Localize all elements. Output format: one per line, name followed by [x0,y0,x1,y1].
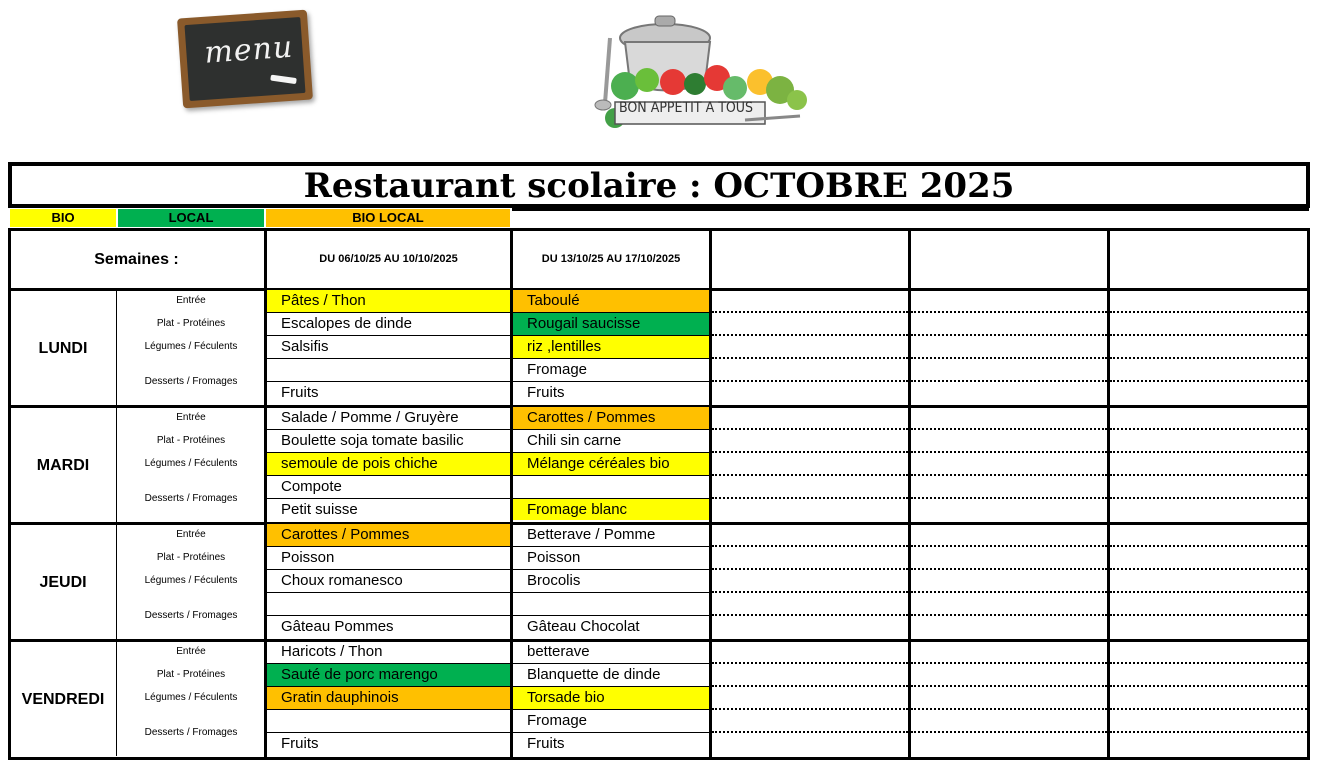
week-header [911,231,1107,288]
empty-row-rule [1110,428,1310,430]
dish-cell: Torsade bio [513,687,709,709]
row-label: Légumes / Féculents [144,692,238,703]
dish-cell: Gâteau Pommes [281,618,394,635]
empty-row-rule [1110,451,1310,453]
empty-row-rule [712,731,908,733]
dish-cell: Haricots / Thon [281,643,383,660]
empty-row-rule [911,357,1107,359]
empty-row-rule [712,311,908,313]
empty-row-rule [1110,497,1310,499]
empty-row-rule [1110,568,1310,570]
dish-cell [267,710,510,732]
dish-cell: riz ,lentilles [513,336,709,358]
row-label: Plat - Protéines [156,318,226,329]
dish-cell: Blanquette de dinde [527,666,661,683]
page-title: Restaurant scolaire : OCTOBRE 2025 [8,162,1310,208]
dish-cell: Salsifis [281,338,329,355]
dish-cell: Brocolis [527,572,581,589]
dish-cell: betterave [527,643,590,660]
empty-row-rule [1110,334,1310,336]
menu-chalkboard-image [177,10,313,109]
dish-cell: Rougail saucisse [513,313,709,335]
dish-cell [267,359,510,381]
empty-row-rule [911,685,1107,687]
empty-row-rule [1110,685,1310,687]
empty-row-rule [1110,311,1310,313]
empty-row-rule [712,474,908,476]
empty-row-rule [911,451,1107,453]
day-column-divider [116,524,117,639]
day-name: LUNDI [38,340,88,357]
empty-row-rule [1110,614,1310,616]
dish-cell: Sauté de porc marengo [267,664,510,686]
column-divider [908,228,911,760]
semaines-label: Semaines : [94,251,179,268]
column-divider [1107,228,1110,760]
empty-row-rule [911,545,1107,547]
empty-row-rule [712,614,908,616]
empty-row-rule [911,380,1107,382]
day-name: JEUDI [39,574,87,591]
day-name: VENDREDI [21,691,105,708]
row-label: Desserts / Fromages [144,376,238,387]
week-header: DU 06/10/25 AU 10/10/2025 [319,253,458,265]
legend-rule [512,208,1309,211]
dish-cell: Fruits [281,384,319,401]
dish-cell [267,593,510,615]
dish-cell: Fromage [527,361,588,378]
legend-local-label: LOCAL [168,210,214,225]
empty-row-rule [712,451,908,453]
column-divider [709,228,712,760]
empty-row-rule [1110,545,1310,547]
dish-cell: Fruits [527,384,565,401]
empty-row-rule [1110,731,1310,733]
dish-cell: Gratin dauphinois [267,687,510,709]
dish-cell: Carottes / Pommes [267,524,510,546]
dish-cell: Poisson [281,549,335,566]
row-label: Plat - Protéines [156,669,226,680]
dish-cell: Gâteau Chocolat [527,618,640,635]
dish-cell: Carottes / Pommes [513,407,709,429]
dish-cell: Fromage blanc [513,499,709,520]
row-label: Légumes / Féculents [144,458,238,469]
empty-row-rule [1110,357,1310,359]
dish-cell: Chili sin carne [527,432,622,449]
empty-row-rule [1110,662,1310,664]
empty-row-rule [911,662,1107,664]
empty-row-rule [911,497,1107,499]
row-label: Légumes / Féculents [144,575,238,586]
cooking-pot-logo [585,8,820,138]
empty-row-rule [712,357,908,359]
logo-text: BON APPETIT A TOUS [619,100,754,116]
empty-row-rule [712,380,908,382]
dish-cell [513,476,709,498]
dish-cell: Fromage [527,712,588,729]
dish-cell: Betterave / Pomme [527,526,656,543]
empty-row-rule [1110,380,1310,382]
empty-row-rule [911,568,1107,570]
week-header [1110,231,1310,288]
dish-cell: Fruits [281,735,319,752]
dish-cell: Compote [281,478,342,495]
empty-row-rule [712,545,908,547]
dish-cell: Salade / Pomme / Gruyère [281,409,459,426]
row-label: Entrée [176,412,206,423]
dish-cell: Taboulé [513,290,709,312]
dish-cell: Poisson [527,549,581,566]
row-label: Entrée [176,529,206,540]
legend-bio [10,209,116,227]
legend-bio-local [266,209,510,227]
day-column-divider [116,407,117,522]
empty-row-rule [1110,591,1310,593]
empty-row-rule [911,428,1107,430]
empty-row-rule [911,311,1107,313]
empty-row-rule [911,731,1107,733]
row-label: Entrée [176,295,206,306]
row-label: Légumes / Féculents [144,341,238,352]
empty-row-rule [712,497,908,499]
empty-row-rule [712,708,908,710]
empty-row-rule [712,591,908,593]
day-column-divider [116,641,117,756]
empty-row-rule [911,474,1107,476]
dish-cell: semoule de pois chiche [267,453,510,475]
empty-row-rule [1110,708,1310,710]
dish-cell: Escalopes de dinde [281,315,412,332]
dish-cell: Fruits [527,735,565,752]
dish-cell: Petit suisse [281,501,358,518]
dish-cell [513,593,709,615]
row-label: Desserts / Fromages [144,727,238,738]
empty-row-rule [911,614,1107,616]
dish-cell: Mélange céréales bio [513,453,709,475]
legend-local [118,209,264,227]
empty-row-rule [712,568,908,570]
day-column-divider [116,290,117,405]
row-label: Desserts / Fromages [144,610,238,621]
dish-cell: Boulette soja tomate basilic [281,432,464,449]
day-name: MARDI [36,457,90,474]
empty-row-rule [712,662,908,664]
empty-row-rule [712,334,908,336]
empty-row-rule [712,428,908,430]
empty-row-rule [911,334,1107,336]
week-header [712,231,908,288]
legend-bio-local-label: BIO LOCAL [352,210,424,225]
row-label: Plat - Protéines [156,435,226,446]
chalk-icon [270,75,297,85]
empty-row-rule [911,708,1107,710]
legend-bio-label: BIO [51,210,75,225]
dish-cell: Choux romanesco [281,572,403,589]
week-header: DU 13/10/25 AU 17/10/2025 [541,253,681,265]
row-label: Entrée [176,646,206,657]
empty-row-rule [712,685,908,687]
empty-row-rule [911,591,1107,593]
dish-cell: Pâtes / Thon [267,290,510,312]
row-label: Plat - Protéines [156,552,226,563]
empty-row-rule [1110,474,1310,476]
row-label: Desserts / Fromages [144,493,238,504]
menu-sign-text: menu [203,29,295,71]
